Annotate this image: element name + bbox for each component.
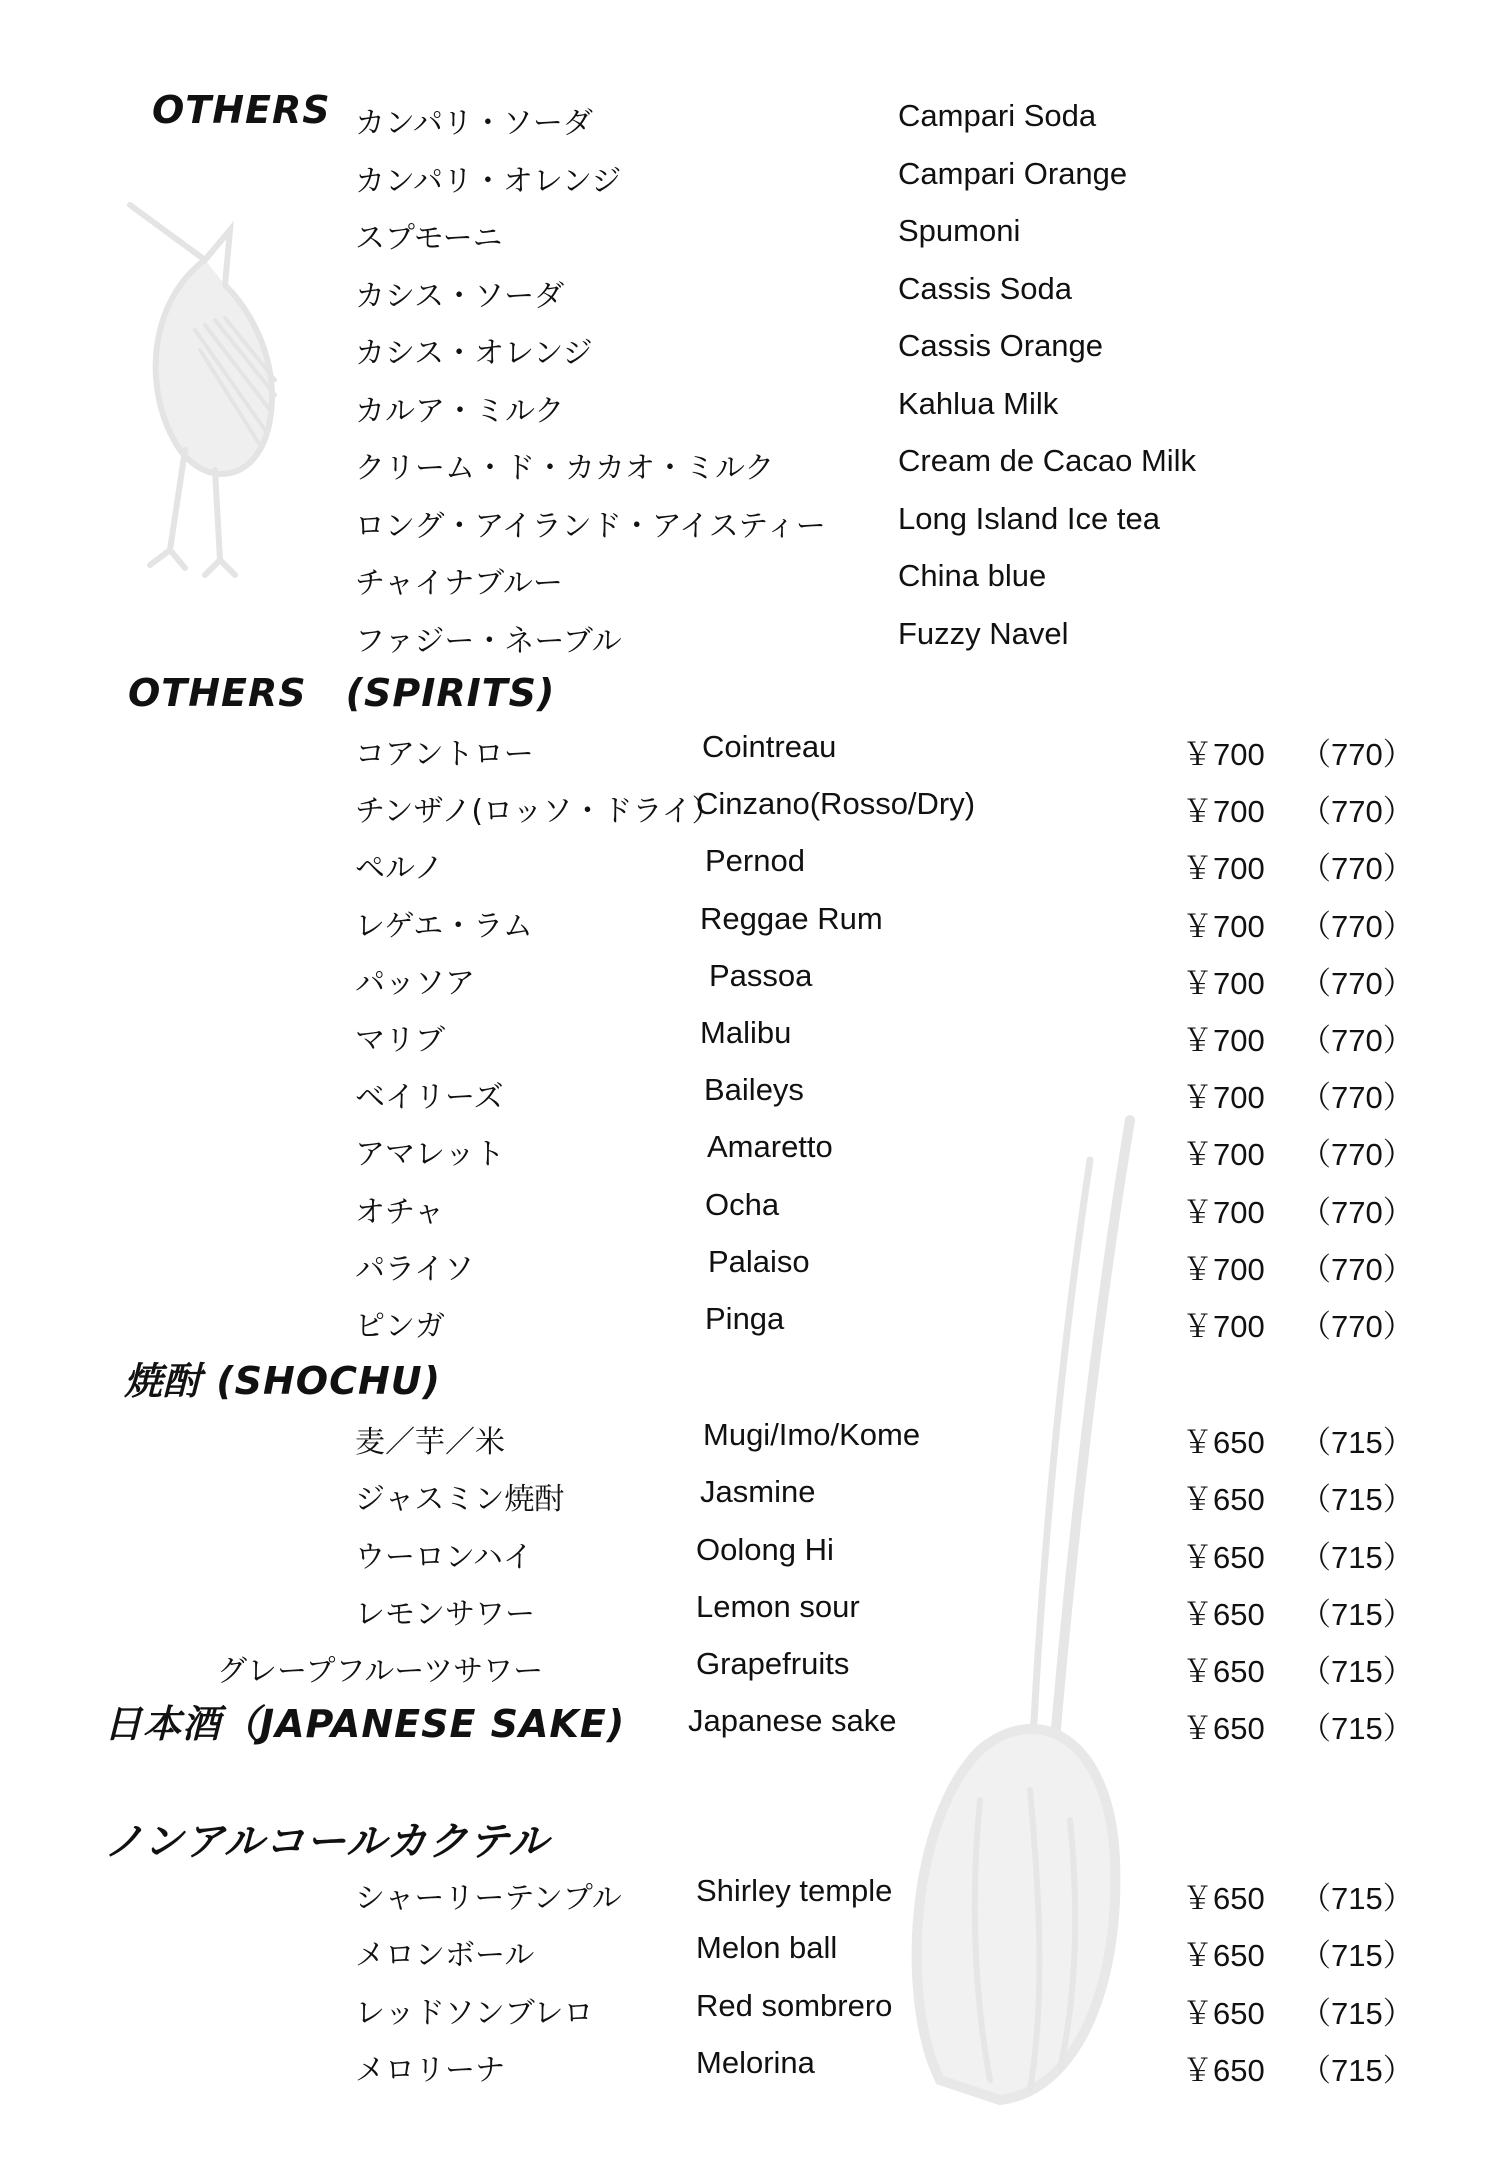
item-price: ￥700 bbox=[1182, 1194, 1265, 1230]
item-name-english: Shirley temple bbox=[696, 1873, 893, 1908]
item-name-japanese: チャイナブルー bbox=[355, 566, 563, 601]
menu-item-row bbox=[0, 615, 1500, 659]
menu-item-row bbox=[0, 957, 1500, 1001]
item-name-japanese: レッドソンブレロ bbox=[355, 1995, 594, 2031]
menu-item-row bbox=[0, 1703, 1500, 1746]
item-name-english: Jasmine bbox=[700, 1474, 816, 1510]
item-price: ￥650 bbox=[1182, 2052, 1265, 2088]
item-name-english: Melorina bbox=[696, 2044, 815, 2080]
item-price-with-tax: （770） bbox=[1300, 794, 1414, 830]
section-heading-japanese-sake: 日本酒（JAPANESE SAKE) bbox=[104, 1702, 626, 1746]
item-name-english: Malibu bbox=[700, 1015, 792, 1050]
item-name-english: Baileys bbox=[704, 1072, 804, 1108]
item-name-japanese: メロリーナ bbox=[355, 2052, 505, 2088]
menu-item-row bbox=[0, 1186, 1500, 1230]
menu-item-row bbox=[0, 1243, 1500, 1287]
item-price-with-tax: （770） bbox=[1300, 1137, 1414, 1173]
menu-item-row bbox=[0, 900, 1500, 944]
item-name-japanese: パライソ bbox=[355, 1251, 475, 1287]
item-name-english: Cream de Cacao Milk bbox=[898, 443, 1197, 478]
item-price: ￥650 bbox=[1182, 1482, 1265, 1518]
menu-item-row bbox=[0, 155, 1500, 199]
item-name-english: Long Island Ice tea bbox=[898, 500, 1160, 536]
menu-item-row bbox=[0, 2044, 1500, 2088]
item-price: ￥650 bbox=[1182, 1881, 1265, 1916]
section-heading-non-alcohol-cocktail: ノンアルコールカクテル bbox=[104, 1819, 549, 1865]
item-name-english: Melon ball bbox=[696, 1930, 838, 1966]
item-name-japanese: カルア・ミルク bbox=[355, 393, 565, 429]
item-price: ￥700 bbox=[1182, 794, 1265, 830]
item-price-with-tax: （715） bbox=[1300, 1995, 1414, 2031]
item-price: ￥700 bbox=[1182, 737, 1265, 772]
item-name-japanese: 麦／芋／米 bbox=[355, 1425, 505, 1460]
item-name-japanese: ファジー・ネーブル bbox=[355, 623, 622, 659]
item-name-japanese: カシス・オレンジ bbox=[355, 336, 593, 371]
item-name-japanese: カンパリ・オレンジ bbox=[355, 163, 622, 199]
menu-item-row bbox=[0, 1474, 1500, 1518]
item-name-japanese: アマレット bbox=[355, 1137, 505, 1173]
item-name-english: Lemon sour bbox=[696, 1588, 860, 1624]
item-name-english: Pinga bbox=[705, 1301, 785, 1336]
menu-item-row bbox=[0, 500, 1500, 544]
item-name-japanese: スプモーニ bbox=[355, 221, 503, 256]
item-name-english: China blue bbox=[898, 558, 1047, 593]
item-name-english: Red sombrero bbox=[696, 1987, 893, 2023]
menu-item-row bbox=[0, 1072, 1500, 1116]
item-price-with-tax: （715） bbox=[1300, 1482, 1414, 1518]
item-name-english: Amaretto bbox=[707, 1129, 833, 1165]
item-price-with-tax: （770） bbox=[1300, 851, 1414, 887]
menu-item-row bbox=[0, 98, 1500, 141]
item-name-english: Cointreau bbox=[702, 729, 837, 764]
item-price-with-tax: （770） bbox=[1300, 737, 1414, 772]
item-price: ￥700 bbox=[1182, 908, 1265, 944]
item-name-japanese: ピンガ bbox=[355, 1309, 445, 1344]
item-price-with-tax: （715） bbox=[1300, 1938, 1414, 1974]
menu-item-row bbox=[0, 1646, 1500, 1690]
item-name-english: Oolong Hi bbox=[696, 1531, 834, 1567]
item-name-japanese: ウーロンハイ bbox=[355, 1539, 533, 1575]
item-name-japanese: メロンボール bbox=[355, 1938, 535, 1974]
item-name-english: Reggae Rum bbox=[700, 900, 883, 936]
item-name-english: Fuzzy Navel bbox=[898, 615, 1069, 651]
item-name-japanese: コアントロー bbox=[355, 737, 534, 772]
menu-item-row bbox=[0, 443, 1500, 486]
menu-item-row bbox=[0, 1873, 1500, 1916]
menu-item-row bbox=[0, 558, 1500, 601]
item-name-japanese: レゲエ・ラム bbox=[355, 908, 533, 944]
item-price-with-tax: （715） bbox=[1300, 2052, 1414, 2088]
item-name-japanese: パッソア bbox=[355, 965, 475, 1001]
item-name-english: Palaiso bbox=[708, 1243, 810, 1279]
item-name-english: Passoa bbox=[709, 957, 813, 993]
menu-item-row bbox=[0, 843, 1500, 887]
item-price-with-tax: （770） bbox=[1300, 908, 1414, 944]
item-name-japanese: シャーリーテンプル bbox=[355, 1881, 622, 1916]
item-name-japanese: ジャスミン焼酎 bbox=[355, 1482, 565, 1518]
item-price-with-tax: （770） bbox=[1300, 1309, 1414, 1344]
menu-item-row bbox=[0, 385, 1500, 429]
item-price: ￥650 bbox=[1182, 1938, 1265, 1974]
menu-item-row bbox=[0, 1015, 1500, 1058]
menu-item-row bbox=[0, 786, 1500, 830]
item-name-english: Mugi/Imo/Kome bbox=[703, 1417, 921, 1452]
item-price-with-tax: （715） bbox=[1300, 1881, 1414, 1916]
item-price: ￥650 bbox=[1182, 1654, 1265, 1690]
item-name-japanese: ロング・アイランド・アイスティー bbox=[355, 508, 826, 544]
item-price: ￥700 bbox=[1182, 851, 1265, 887]
menu-item-row bbox=[0, 328, 1500, 371]
menu-item-row bbox=[0, 1417, 1500, 1460]
item-price: ￥700 bbox=[1182, 1023, 1265, 1058]
item-name-japanese: カンパリ・ソーダ bbox=[355, 106, 593, 141]
item-name-japanese: クリーム・ド・カカオ・ミルク bbox=[355, 451, 775, 486]
item-name-english: Kahlua Milk bbox=[898, 385, 1059, 421]
item-price: ￥700 bbox=[1182, 1137, 1265, 1173]
item-price: ￥700 bbox=[1182, 965, 1265, 1001]
section-heading-spirits: OTHERS (SPIRITS) bbox=[128, 671, 556, 715]
item-name-japanese: ペルノ bbox=[355, 851, 444, 887]
item-price: ￥650 bbox=[1182, 1596, 1265, 1632]
item-name-english: Cassis Soda bbox=[898, 270, 1073, 306]
item-name-english: Cinzano(Rosso/Dry) bbox=[696, 786, 976, 822]
item-name-japanese: レモンサワー bbox=[355, 1596, 535, 1632]
item-price: ￥700 bbox=[1182, 1309, 1265, 1344]
menu-item-row bbox=[0, 1129, 1500, 1173]
menu-item-row bbox=[0, 1987, 1500, 2031]
menu-item-row bbox=[0, 1588, 1500, 1632]
item-name-japanese: マリブ bbox=[355, 1023, 445, 1058]
item-name-english: Cassis Orange bbox=[898, 328, 1104, 363]
item-name-english: Japanese sake bbox=[688, 1703, 897, 1738]
menu-item-row bbox=[0, 1531, 1500, 1575]
item-price-with-tax: （770） bbox=[1300, 1194, 1414, 1230]
item-name-english: Spumoni bbox=[898, 213, 1021, 248]
menu-item-row bbox=[0, 729, 1500, 772]
item-name-japanese: ベイリーズ bbox=[355, 1080, 504, 1116]
menu-item-row bbox=[0, 1930, 1500, 1974]
item-price-with-tax: （715） bbox=[1300, 1539, 1414, 1575]
item-name-english: Campari Orange bbox=[898, 155, 1128, 191]
item-price-with-tax: （770） bbox=[1300, 965, 1414, 1001]
section-heading-shochu: 焼酎 (SHOCHU) bbox=[124, 1359, 441, 1403]
item-price-with-tax: （770） bbox=[1300, 1080, 1414, 1116]
item-price-with-tax: （715） bbox=[1300, 1425, 1414, 1460]
item-name-japanese: オチャ bbox=[355, 1194, 445, 1230]
item-price-with-tax: （715） bbox=[1300, 1596, 1414, 1632]
item-price-with-tax: （770） bbox=[1300, 1251, 1414, 1287]
item-name-english: Campari Soda bbox=[898, 98, 1097, 133]
menu-item-row bbox=[0, 213, 1500, 256]
menu-item-row bbox=[0, 1301, 1500, 1344]
item-price: ￥650 bbox=[1182, 1711, 1265, 1746]
item-price: ￥700 bbox=[1182, 1251, 1265, 1287]
section-heading-others: OTHERS bbox=[152, 88, 331, 132]
item-name-english: Grapefruits bbox=[696, 1646, 850, 1682]
item-price: ￥650 bbox=[1182, 1425, 1265, 1460]
item-price: ￥650 bbox=[1182, 1995, 1265, 2031]
item-name-english: Pernod bbox=[705, 843, 805, 879]
item-price-with-tax: （715） bbox=[1300, 1654, 1414, 1690]
item-price: ￥700 bbox=[1182, 1080, 1265, 1116]
item-name-japanese: カシス・ソーダ bbox=[355, 278, 565, 314]
item-price-with-tax: （770） bbox=[1300, 1023, 1414, 1058]
item-name-japanese: グレープフルーツサワー bbox=[217, 1654, 544, 1690]
item-name-japanese: チンザノ(ロッソ・ドライ） bbox=[355, 794, 722, 830]
item-name-english: Ocha bbox=[705, 1186, 780, 1222]
item-price: ￥650 bbox=[1182, 1539, 1265, 1575]
menu-item-row bbox=[0, 270, 1500, 314]
item-price-with-tax: （715） bbox=[1300, 1711, 1414, 1746]
